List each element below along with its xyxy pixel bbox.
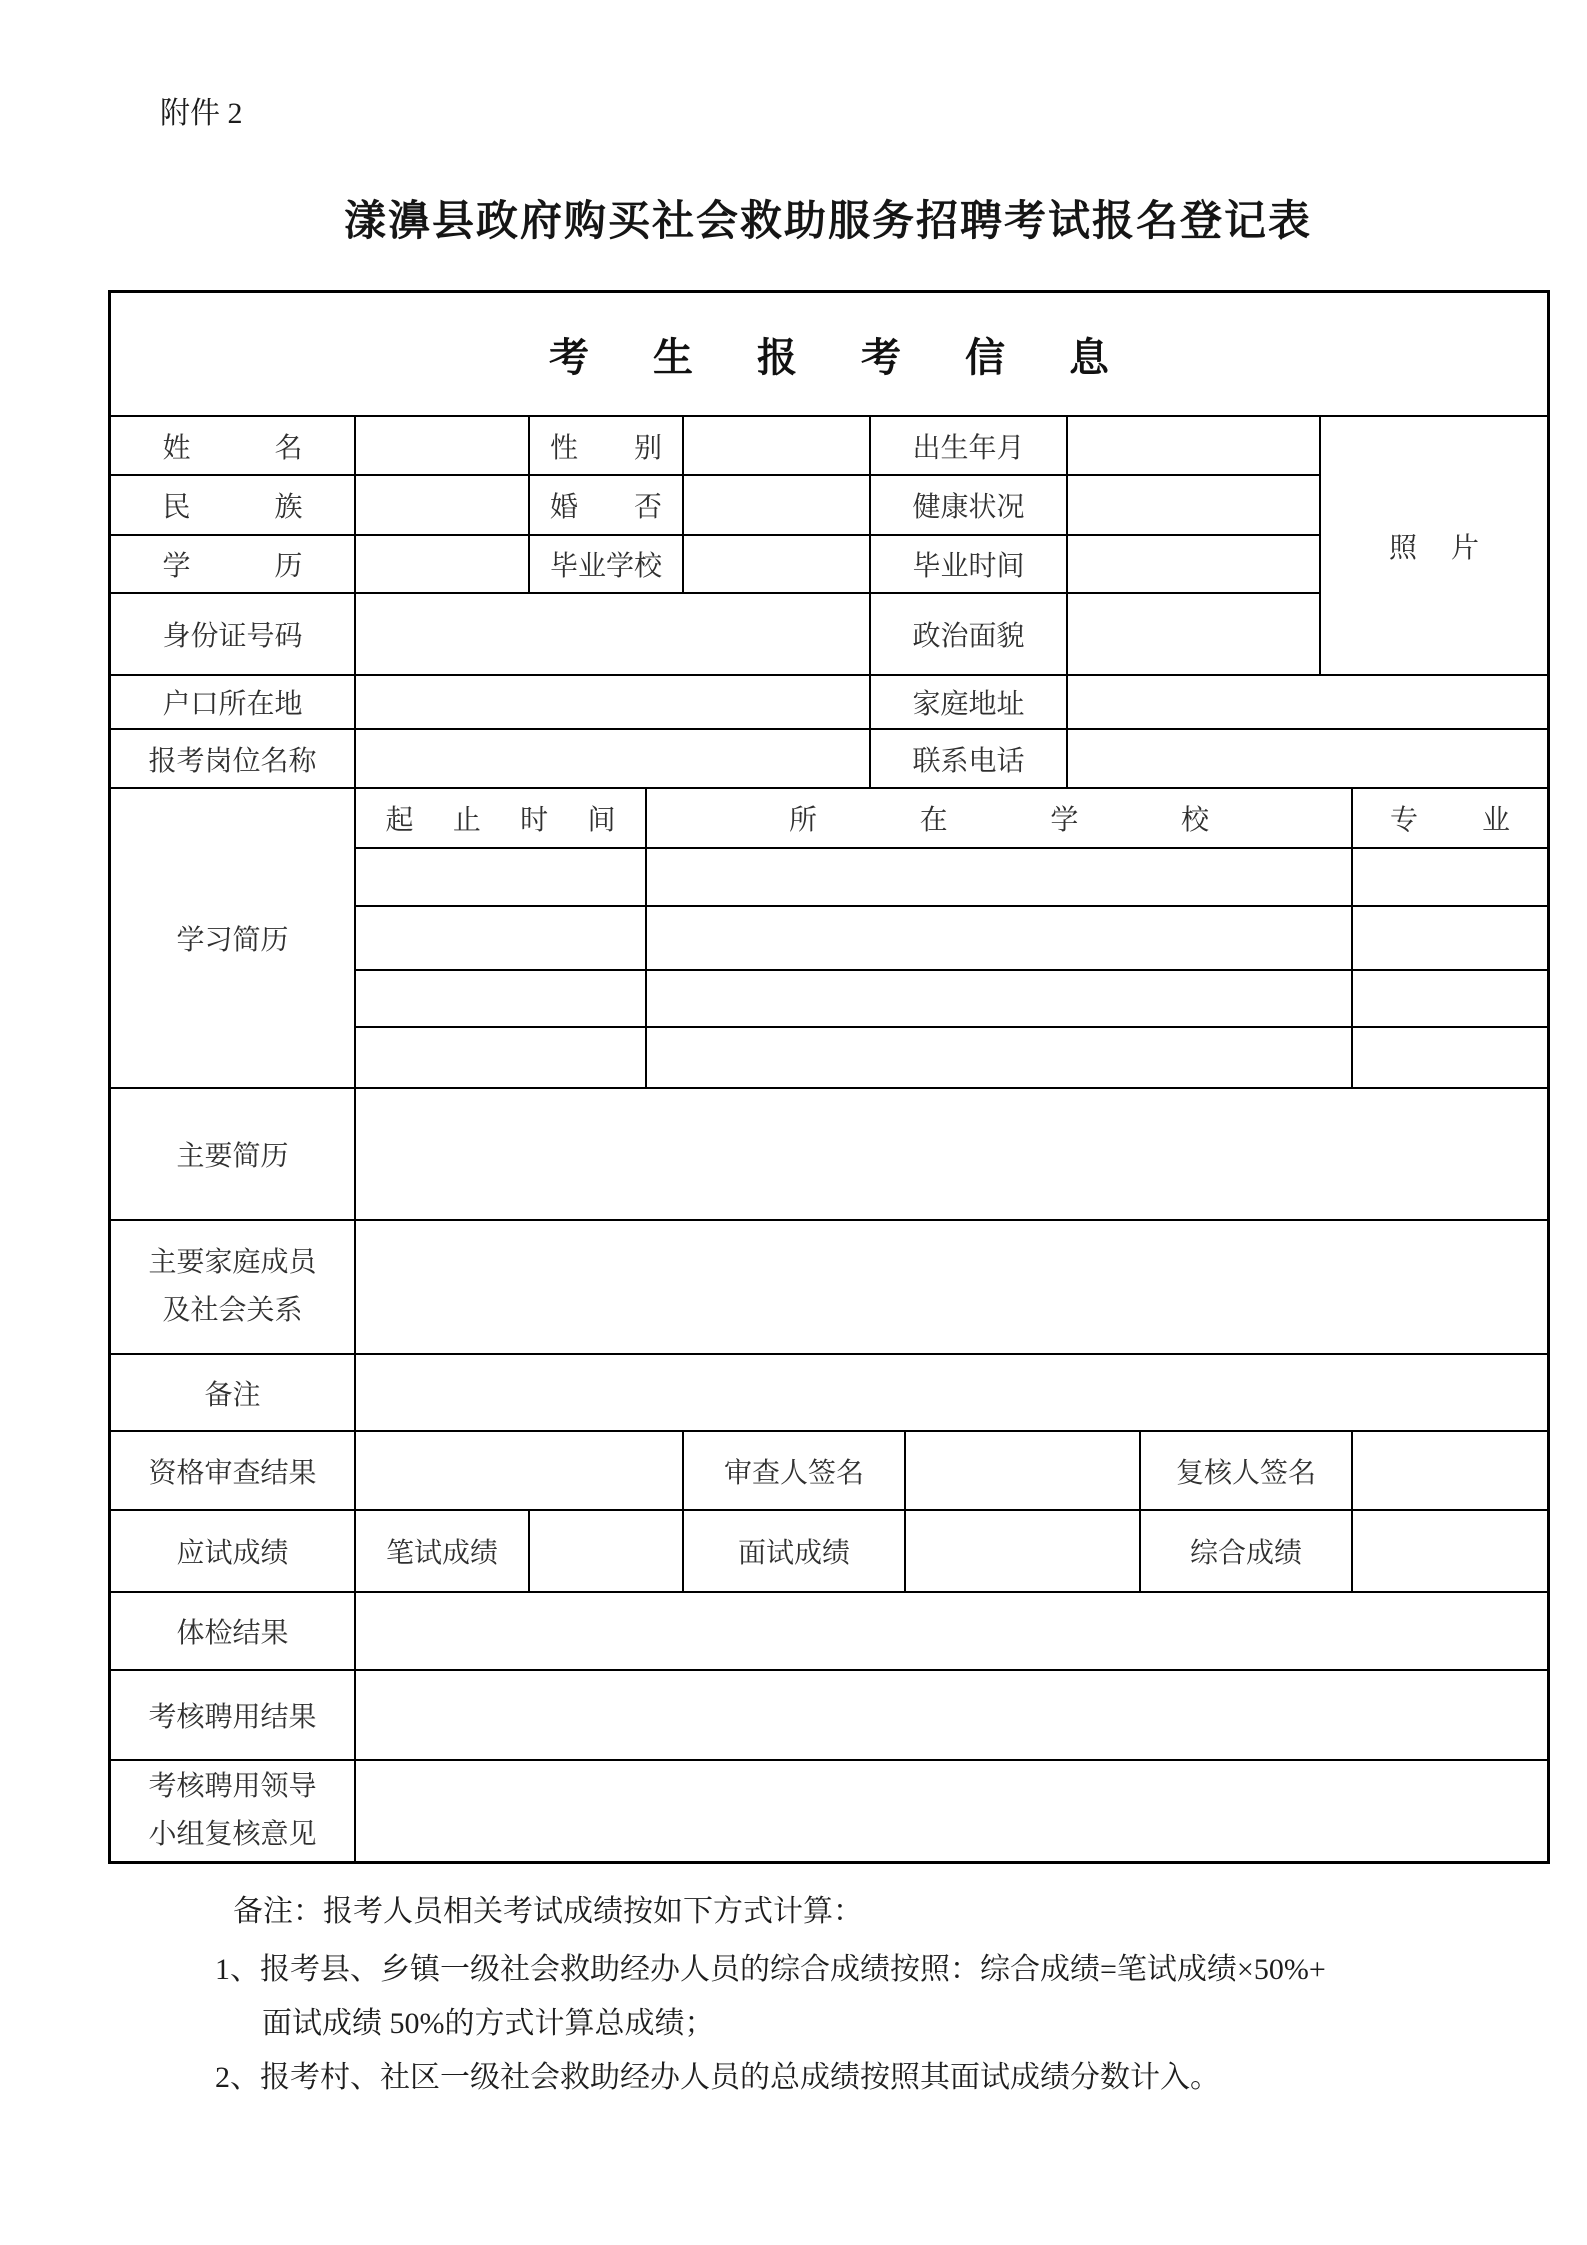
registration-form-table <box>108 290 1550 1864</box>
phone-value-cell <box>1068 730 1547 787</box>
qualification-review-value-cell <box>356 1432 682 1509</box>
graduate-time-label: 毕业时间 <box>871 536 1066 592</box>
remark-value-cell <box>356 1355 1547 1430</box>
home-address-value-cell <box>1068 676 1547 728</box>
position-applied-value-cell <box>356 730 869 787</box>
major-header: 专业 <box>1353 789 1547 847</box>
photo-label: 照片 <box>1389 532 1479 564</box>
assessment-result-value-cell <box>356 1671 1547 1759</box>
home-address-label: 家庭地址 <box>871 676 1066 728</box>
gender-label: 性别 <box>530 417 682 474</box>
composite-score-value-cell <box>1353 1511 1547 1591</box>
ethnicity-value-cell <box>356 476 528 534</box>
edu-school-cell <box>647 1028 1351 1087</box>
interview-score-value-cell <box>906 1511 1139 1591</box>
photo-cell <box>1321 417 1547 674</box>
qualification-review-label: 资格审查结果 <box>111 1432 354 1509</box>
education-value-cell <box>356 536 528 592</box>
health-label: 健康状况 <box>871 476 1066 534</box>
family-members-label: 主要家庭成员 及社会关系 <box>111 1221 354 1353</box>
school-header: 所在学校 <box>647 789 1351 847</box>
checker-signature-value-cell <box>1353 1432 1547 1509</box>
period-header: 起止时间 <box>356 789 645 847</box>
interview-score-label: 面试成绩 <box>684 1511 904 1591</box>
political-status-value-cell <box>1068 594 1319 674</box>
id-number-value-cell <box>356 594 869 674</box>
written-score-value-cell <box>530 1511 682 1591</box>
review-opinion-value-cell <box>356 1761 1547 1861</box>
physical-result-value-cell <box>356 1593 1547 1669</box>
graduate-school-label: 毕业学校 <box>530 536 682 592</box>
graduate-time-value-cell <box>1068 536 1319 592</box>
phone-label: 联系电话 <box>871 730 1066 787</box>
written-score-label: 笔试成绩 <box>356 1511 528 1591</box>
edu-school-cell <box>647 971 1351 1026</box>
remark-label: 备注 <box>111 1355 354 1430</box>
name-value-cell <box>356 417 528 474</box>
footer-notes <box>0 1886 1587 2106</box>
education-label: 学历 <box>111 536 354 592</box>
political-status-label: 政治面貌 <box>871 594 1066 674</box>
review-opinion-label: 考核聘用领导 小组复核意见 <box>111 1761 354 1861</box>
edu-major-cell <box>1353 1028 1547 1087</box>
edu-major-cell <box>1353 849 1547 905</box>
reviewer-signature-value-cell <box>906 1432 1139 1509</box>
attachment-label: 附件 2 <box>160 97 243 130</box>
ethnicity-label: 民族 <box>111 476 354 534</box>
main-resume-value-cell <box>356 1089 1547 1219</box>
family-members-value-cell <box>356 1221 1547 1353</box>
birth-date-value-cell <box>1068 417 1319 474</box>
edu-major-cell <box>1353 971 1547 1026</box>
edu-school-cell <box>647 849 1351 905</box>
edu-school-cell <box>647 907 1351 969</box>
checker-signature-label: 复核人签名 <box>1141 1432 1351 1509</box>
reviewer-signature-label: 审查人签名 <box>684 1432 904 1509</box>
residence-value-cell <box>356 676 869 728</box>
main-resume-label: 主要简历 <box>111 1089 354 1219</box>
assessment-result-label: 考核聘用结果 <box>111 1671 354 1759</box>
name-label: 姓名 <box>111 417 354 474</box>
gender-value-cell <box>684 417 869 474</box>
composite-score-label: 综合成绩 <box>1141 1511 1351 1591</box>
study-history-label: 学习简历 <box>111 789 354 1087</box>
position-applied-label: 报考岗位名称 <box>111 730 354 787</box>
residence-label: 户口所在地 <box>111 676 354 728</box>
note-intro: 备注：报考人员相关考试成绩按如下方式计算： <box>233 1895 863 1928</box>
note-item-1-continued: 面试成绩 50%的方式计算总成绩； <box>262 2007 715 2040</box>
marital-status-value-cell <box>684 476 869 534</box>
graduate-school-value-cell <box>684 536 869 592</box>
id-number-label: 身份证号码 <box>111 594 354 674</box>
birth-date-label: 出生年月 <box>871 417 1066 474</box>
note-item-1: 1、报考县、乡镇一级社会救助经办人员的综合成绩按照：综合成绩=笔试成绩×50%+ <box>215 1953 1326 1986</box>
exam-scores-label: 应试成绩 <box>111 1511 354 1591</box>
section-header <box>111 293 1547 415</box>
edu-period-cell <box>356 971 645 1026</box>
note-item-2: 2、报考村、社区一级社会救助经办人员的总成绩按照其面试成绩分数计入。 <box>215 2061 1220 2094</box>
edu-major-cell <box>1353 907 1547 969</box>
edu-period-cell <box>356 907 645 969</box>
marital-status-label: 婚否 <box>530 476 682 534</box>
page-title: 漾濞县政府购买社会救助服务招聘考试报名登记表 <box>343 199 1312 245</box>
physical-result-label: 体检结果 <box>111 1593 354 1669</box>
edu-period-cell <box>356 1028 645 1087</box>
edu-period-cell <box>356 849 645 905</box>
health-value-cell <box>1068 476 1319 534</box>
section-header-label: 考生报考信息 <box>549 334 1109 380</box>
